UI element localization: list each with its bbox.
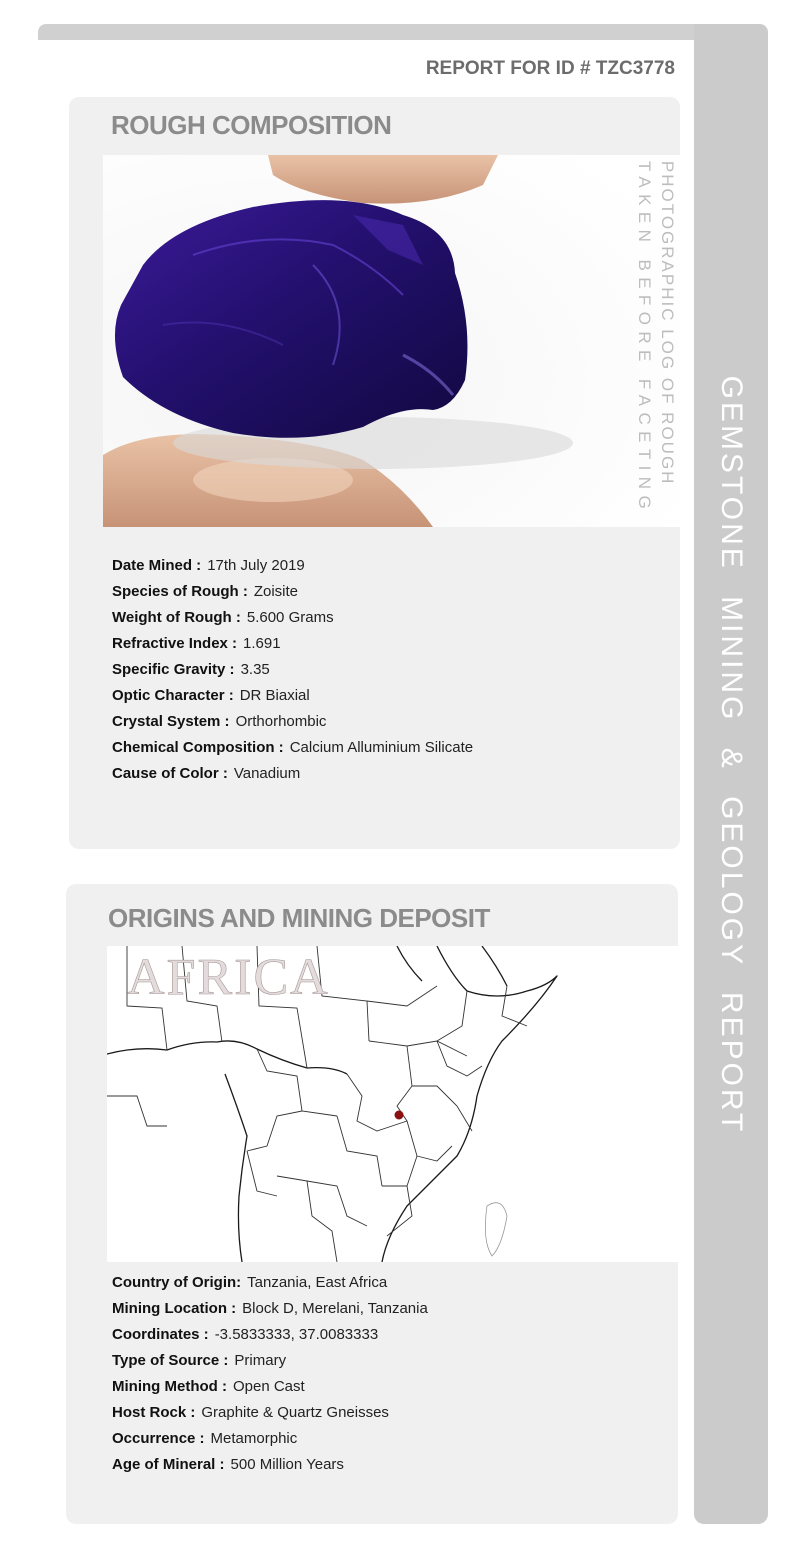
fact-label: Date Mined : bbox=[112, 557, 202, 574]
fact-value: Vanadium bbox=[233, 765, 301, 782]
fact-type-of-source bbox=[112, 1348, 428, 1374]
fact-value: 5.600 Grams bbox=[246, 609, 334, 626]
report-id: REPORT FOR ID # TZC3778 bbox=[425, 58, 675, 79]
fact-specific-gravity bbox=[112, 657, 473, 683]
fact-value: Orthorhombic bbox=[235, 713, 327, 730]
mine-location-marker bbox=[395, 1111, 404, 1120]
fact-value: Open Cast bbox=[232, 1378, 305, 1395]
photo-caption-line1: PHOTOGRAPHIC LOG OF ROUGH bbox=[658, 160, 677, 486]
origins-title: ORIGINS AND MINING DEPOSIT bbox=[108, 903, 490, 933]
fact-label: Occurrence : bbox=[112, 1430, 205, 1447]
fact-label: Mining Location : bbox=[112, 1300, 237, 1317]
fact-coordinates bbox=[112, 1322, 428, 1348]
photo-caption bbox=[633, 161, 679, 515]
fact-date-mined bbox=[112, 553, 473, 579]
fact-cause-of-color bbox=[112, 761, 473, 787]
fact-label: Mining Method : bbox=[112, 1378, 227, 1395]
side-report-title: GEMSTONE MINING & GEOLOGY REPORT bbox=[715, 375, 748, 1135]
fact-optic-character bbox=[112, 683, 473, 709]
fact-host-rock bbox=[112, 1400, 428, 1426]
rough-photo bbox=[103, 155, 680, 527]
fact-label: Cause of Color : bbox=[112, 765, 228, 782]
fact-value: Primary bbox=[234, 1352, 287, 1369]
fact-value: Tanzania, East Africa bbox=[247, 1274, 388, 1291]
africa-map bbox=[107, 946, 678, 1262]
fact-weight bbox=[112, 605, 473, 631]
rough-facts bbox=[112, 553, 473, 787]
fact-label: Host Rock : bbox=[112, 1404, 196, 1421]
fact-label: Age of Mineral : bbox=[112, 1456, 225, 1473]
fact-label: Optic Character : bbox=[112, 687, 234, 704]
fact-crystal-system bbox=[112, 709, 473, 735]
fact-age-of-mineral bbox=[112, 1452, 428, 1478]
fact-value: Block D, Merelani, Tanzania bbox=[242, 1300, 428, 1317]
fact-label: Refractive Index : bbox=[112, 635, 238, 652]
fact-label: Species of Rough : bbox=[112, 583, 248, 600]
fact-value: 1.691 bbox=[243, 635, 281, 652]
fact-refractive-index bbox=[112, 631, 473, 657]
fact-label: Crystal System : bbox=[112, 713, 230, 730]
fact-value: 500 Million Years bbox=[230, 1456, 344, 1473]
fact-mining-method bbox=[112, 1374, 428, 1400]
fact-label: Country of Origin: bbox=[112, 1274, 242, 1291]
fact-value: Metamorphic bbox=[210, 1430, 298, 1447]
origin-facts bbox=[112, 1270, 428, 1478]
fact-species bbox=[112, 579, 473, 605]
fact-label: Coordinates : bbox=[112, 1326, 209, 1343]
fact-value: -3.5833333, 37.0083333 bbox=[214, 1326, 379, 1343]
photo-caption-line2: TAKEN BEFORE FACETING bbox=[635, 160, 654, 516]
fact-label: Chemical Composition : bbox=[112, 739, 284, 756]
fact-value: Zoisite bbox=[253, 583, 299, 600]
map-africa-label: AFRICA bbox=[127, 949, 330, 1006]
fact-mining-location bbox=[112, 1296, 428, 1322]
fact-chemical-composition bbox=[112, 735, 473, 761]
fact-label: Type of Source : bbox=[112, 1352, 229, 1369]
fact-value: Calcium Alluminium Silicate bbox=[289, 739, 474, 756]
fact-value: DR Biaxial bbox=[239, 687, 310, 704]
fact-value: Graphite & Quartz Gneisses bbox=[201, 1404, 389, 1421]
fact-value: 3.35 bbox=[240, 661, 270, 678]
top-frame-bar bbox=[38, 24, 768, 40]
fact-label: Specific Gravity : bbox=[112, 661, 235, 678]
rough-composition-title: ROUGH COMPOSITION bbox=[111, 110, 392, 140]
fact-occurrence bbox=[112, 1426, 428, 1452]
fact-value: 17th July 2019 bbox=[207, 557, 305, 574]
gemstone-rough-image bbox=[103, 155, 680, 527]
fact-country bbox=[112, 1270, 428, 1296]
fact-label: Weight of Rough : bbox=[112, 609, 241, 626]
